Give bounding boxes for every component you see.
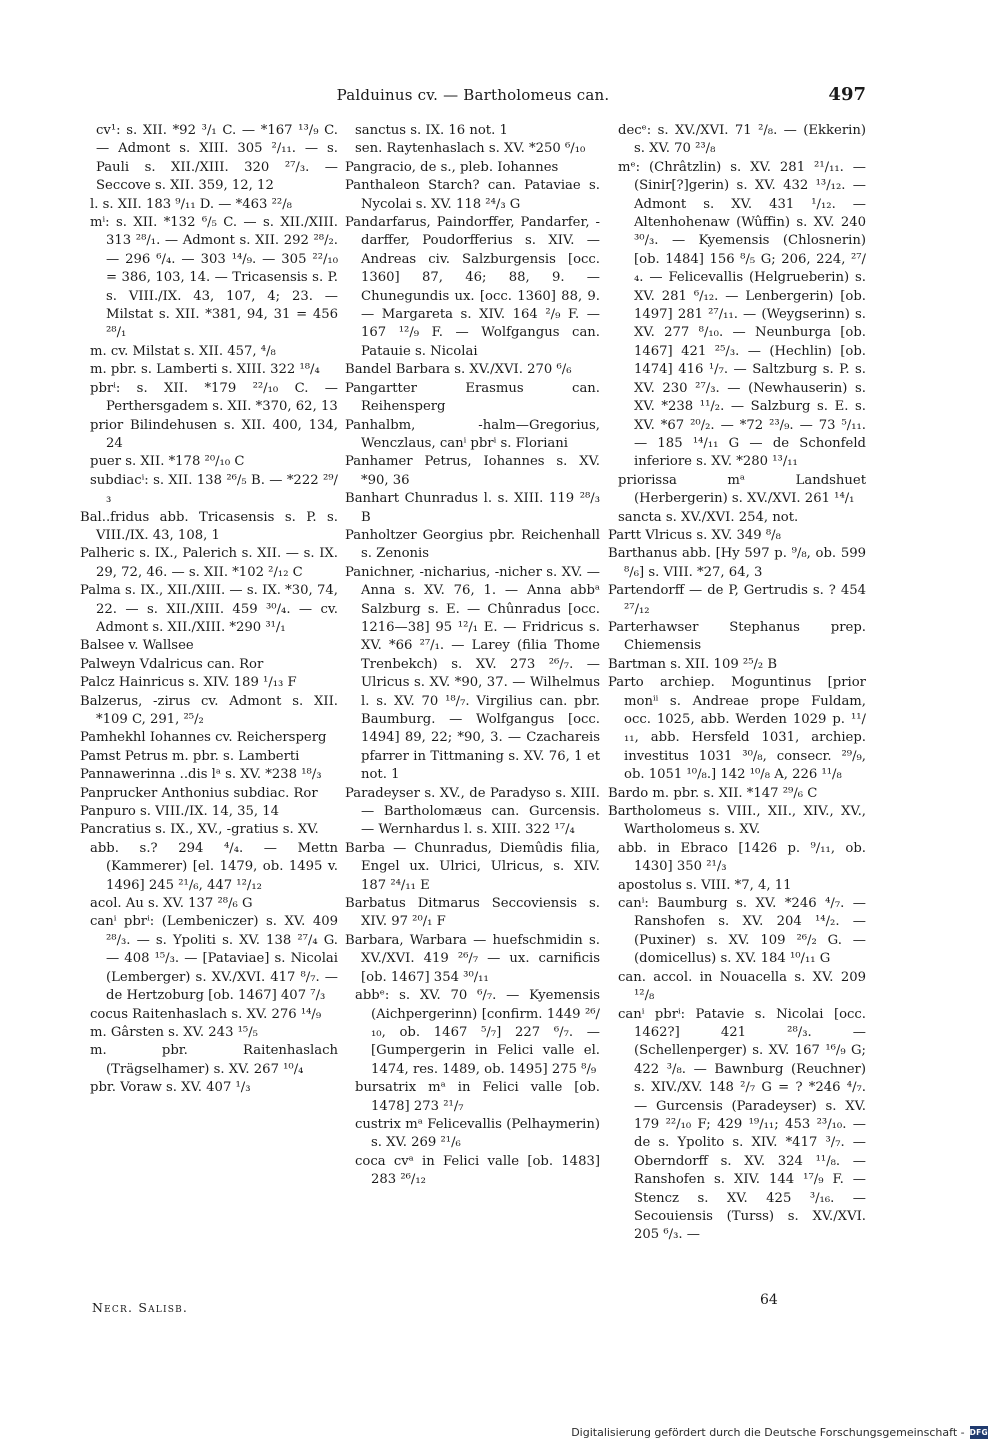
index-entry: Barthanus abb. [Hy 597 p. ⁹/₈, ob. 599 ⁸/₆] s. VIII. *27, 64, 3 (608, 546, 866, 580)
index-entry: abb. s.? 294 ⁴/₄. — Mettn (Kammerer) [el. 1479, ob. 1495 v. 1496] 245 ²¹/₆, 447 ¹²/₁₂ (90, 840, 338, 893)
index-entry: mᵉ: (Chrâtzlin) s. XV. 281 ²¹/₁₁. — (Sinir[?]gerin) s. XV. 432 ¹³/₁₂. — Admont s. XV. 431 ¹/₁₂. — Altenhohenaw (Wûffin) s. XV. 240 ³⁰/₃. — Kyemensis (Chlosnerin) [ob. 1484] 156 ⁸/₅ G; 206, 224, ²⁷/₄. — Felicevallis (Helgrueberin) s. XV. 281 ⁶/₁₂. — Lenbergerin) [ob. 1497] 281 ²⁷/₁₁. — (Weygserinn) s. XV. 277 ⁸/₁₀. — Neunburga [ob. 1467] 421 ²⁵/₃. — (Hechlin) [ob. 1474] 416 ¹/₇. — Saltzburg s. P. s. XV. 230 ²⁷/₃. — (Newhauserin) s. XV. *238 ¹¹/₂. — Salzburg s. E. s. XV. *67 ²⁰/₂. — *72 ²³/₉. — 73 ⁵/₁₁. — 185 ¹⁴/₁₁ G — de Schonfeld inferiore s. XV. *280 ¹³/₁₁ (618, 159, 866, 470)
index-entry: Palweyn Vdalricus can. Ror (80, 656, 264, 672)
text-column-1 (80, 122, 338, 1098)
index-entry: Banhart Chunradus l. s. XIII. 119 ²⁸/₃ B (345, 491, 600, 525)
index-entry: Bal..fridus abb. Tricasensis s. P. s. VIII./IX. 43, 108, 1 (80, 509, 338, 543)
index-entry: prior Bilindehusen s. XII. 400, 134, 24 (90, 417, 338, 451)
index-entry: Pamst Petrus m. pbr. s. Lamberti (80, 748, 300, 764)
index-entry: Balzerus, -zirus cv. Admont s. XII. *109 C, 291, ²⁵/₂ (80, 693, 338, 727)
index-entry: mⁱ: s. XII. *132 ⁶/₅ C. — s. XII./XIII. 313 ²⁸/₁. — Admont s. XII. 292 ²⁸/₂. — 296 ⁶/₄. — 303 ¹⁴/₉. — 305 ²²/₁₀ = 386, 103, 14. — Tricasensis s. P. s. VIII./IX. 43, 107, 4; 23. — Milstat s. XII. *381, 94, 31 = 456 ²⁸/₁ (90, 215, 338, 341)
index-entry: subdiacⁱ: s. XII. 138 ²⁶/₅ B. — *222 ²⁹/₃ (90, 472, 338, 507)
index-entry: Barbatus Ditmarus Seccoviensis s. XIV. 97 ²⁰/₁ F (345, 896, 600, 930)
index-entry: Panprucker Anthonius subdiac. Ror (80, 785, 318, 801)
text-column-2 (345, 122, 600, 1190)
index-entry: Pandarfarus, Paindorffer, Pandarfer, -darffer, Poudorfferius s. XIV. — Andreas civ. Salzburgensis [occ. 1360] 87, 46; 88, 9. — Chunegundis ux. [occ. 1360] 88, 9. — Margareta s. XIV. 164 ²/₉ F. — 167 ¹²/₉ F. — Wolfgangus can. Patauie s. Nicolai (345, 215, 600, 359)
signature-mark: Necr. Salisb. (92, 1300, 189, 1315)
index-entry: Barbara, Warbara — huefschmidin s. XV./XVI. 419 ²⁶/₇ — ux. carnificis [ob. 1467] 354 ³⁰/₁₁ (345, 932, 600, 985)
index-entry: Panhalbm, -halm—Gregorius, Wenczlaus, canⁱ pbrⁱ s. Floriani (345, 417, 600, 451)
index-entry: Balsee v. Wallsee (80, 638, 194, 654)
index-entry: puer s. XII. *178 ²⁰/₁₀ C (90, 454, 245, 470)
index-entry: Panpuro s. VIII./IX. 14, 35, 14 (80, 804, 280, 820)
index-entry: Bardo m. pbr. s. XII. *147 ²⁹/₆ C (608, 785, 818, 801)
index-entry: custrix mᵃ Felicevallis (Pelhaymerin) s. XV. 269 ²¹/₆ (355, 1116, 600, 1151)
index-entry: sancta s. XV./XVI. 254, not. (618, 509, 799, 525)
index-entry: canⁱ pbrⁱ: Patavie s. Nicolai [occ. 1462?] 421 ²⁸/₃. — (Schellenperger) s. XV. 167 ¹⁶/₉ G; 422 ³/₈. — Bawnburg (Reuchner) s. XIV./XV. 148 ²/₇ G = ? *246 ⁴/₇. — Gurcensis (Paradeyser) s. XV. 179 ²²/₁₀ F; 429 ¹⁹/₁₁; 453 ²³/₁₀. — de s. Ypolito s. XIV. *417 ³/₇. — Oberndorff s. XV. 324 ¹¹/₈. — Ranshofen s. XIV. 144 ¹⁷/₉ F. — Stencz s. XV. 425 ³/₁₆. — Secouiensis (Turss) s. XV./XVI. 205 ⁶/₃. — (618, 1006, 866, 1243)
index-entry: apostolus s. VIII. *7, 4, 11 (618, 877, 792, 893)
page-header (80, 86, 866, 110)
index-entry: Barba — Chunradus, Diemûdis filia, Engel ux. Ulrici, Ulricus, s. XIV. 187 ²⁴/₁₁ E (345, 840, 600, 893)
index-entry: Palcz Hainricus s. XIV. 189 ¹/₁₃ F (80, 675, 297, 691)
index-entry: Partt Vlricus s. XV. 349 ⁸/₈ (608, 527, 781, 543)
index-entry: Bandel Barbara s. XV./XVI. 270 ⁶/₆ (345, 362, 572, 378)
index-entry: Panthaleon Starch? can. Pataviae s. Nycolai s. XV. 118 ²⁴/₃ G (345, 178, 600, 212)
index-entry: abb. in Ebraco [1426 p. ⁹/₁₁, ob. 1430] 350 ²¹/₃ (618, 840, 866, 875)
index-entry: Panichner, -nicharius, -nicher s. XV. — Anna s. XV. 76, 1. — Anna abbᵃ Salzburg s. E. — Chûnradus [occ. 1216—38] 95 ¹²/₁ E. — Fridricus s. XV. *66 ²⁷/₁. — Larey (filia Thome Trenbekch) s. XV. 273 ²⁶/₇. — Ulricus s. XV. *90, 37. — Wilhelmus l. s. XV. 70 ¹⁸/₇. Virgilius can. pbr. Baumburg. — Wolfgangus [occ. 1494] 89, 22; *90, 3. — Czachareis pfarrer in Tittmaning s. XV. 76, 1 et not. 1 (345, 564, 600, 783)
index-entry: sen. Raytenhaslach s. XV. *250 ⁶/₁₀ (355, 141, 586, 157)
index-entry: Bartman s. XII. 109 ²⁵/₂ B (608, 656, 778, 672)
funding-notice (571, 1424, 988, 1440)
index-entry: Pangracio, de s., pleb. Iohannes (345, 159, 559, 175)
index-entry: m. cv. Milstat s. XII. 457, ⁴/₈ (90, 343, 276, 359)
index-entry: Parterhawser Stephanus prep. Chiemensis (608, 619, 866, 654)
index-entry: m. pbr. s. Lamberti s. XIII. 322 ¹⁸/₄ (90, 362, 320, 378)
index-entry: cocus Raitenhaslach s. XV. 276 ¹⁴/₉ (90, 1006, 322, 1022)
running-head: Palduinus cv. — Bartholomeus can. (336, 86, 610, 104)
text-column-3 (608, 122, 866, 1245)
index-entry: Pangartter Erasmus can. Reihensperg (345, 380, 600, 415)
index-entry: pbrⁱ: s. XII. *179 ²²/₁₀ C. — Perthersgadem s. XII. *370, 62, 13 (90, 380, 338, 415)
index-entry: canⁱ: Baumburg s. XV. *246 ⁴/₇. — Ranshofen s. XV. 204 ¹⁴/₂. — (Puxiner) s. XV. 109 ²⁶/₂ G. — (domicellus) s. XV. 184 ¹⁰/₁₁ G (618, 896, 866, 967)
index-entry: abbᵉ: s. XV. 70 ⁶/₇. — Kyemensis (Aichpergerinn) [confirm. 1449 ²⁶/₁₀, ob. 1467 ⁵/₇] 227 ⁶/₇. — [Gumpergerin in Felici valle el. 1474, res. 1489, ob. 1495] 275 ⁸/₉ (355, 988, 600, 1077)
index-entry: bursatrix mᵃ in Felici valle [ob. 1478] 273 ²¹/₇ (355, 1080, 600, 1114)
index-entry: Palheric s. IX., Palerich s. XII. — s. IX. 29, 72, 46. — s. XII. *102 ²/₁₂ C (80, 546, 338, 580)
index-entry: Pannawerinna ..dis lᵃ s. XV. *238 ¹⁸/₃ (80, 767, 322, 783)
index-entry: Panholtzer Georgius pbr. Reichenhall s. Zenonis (345, 527, 600, 562)
index-entry: Palma s. IX., XII./XIII. — s. IX. *30, 74, 22. — s. XII./XIII. 459 ³⁰/₄. — cv. Admont s. XII./XIII. *290 ³¹/₁ (80, 583, 338, 635)
index-entry: Parto archiep. Moguntinus [prior monⁱⁱ s. Andreae prope Fuldam, occ. 1025, abb. Werden 1029 p. ¹¹/₁₁, abb. Hersfeld 1031, archiep. investitus 1031 ³⁰/₈, consecr. ²⁹/₉, ob. 1051 ¹⁰/₈.] 142 ¹⁰/₈ A, 226 ¹¹/₈ (608, 675, 866, 783)
page-number: 497 (828, 84, 866, 105)
index-entry: l. s. XII. 183 ⁹/₁₁ D. — *463 ²²/₈ (90, 196, 292, 212)
index-entry: m. pbr. Raitenhaslach (Trägselhamer) s. XV. 267 ¹⁰/₄ (90, 1043, 338, 1077)
sheet-number: 64 (760, 1292, 778, 1308)
funding-notice-text: Digitalisierung gefördert durch die Deutsche Forschungsgemeinschaft - (571, 1425, 965, 1439)
index-entry: Partendorff — de P, Gertrudis s. ? 454 ²⁷/₁₂ (608, 583, 866, 617)
dfg-logo-icon: DFG (969, 1427, 988, 1437)
index-entry: canⁱ pbrⁱ: (Lembeniczer) s. XV. 409 ²⁸/₃. — s. Ypoliti s. XV. 138 ²⁷/₄ G. — 408 ¹⁵/₃. — [Pataviae] s. Nicolai (Lemberger) s. XV./XVI. 417 ⁸/₇. — de Hertzoburg [ob. 1467] 407 ⁷/₃ (90, 914, 338, 1004)
index-entry: Paradeyser s. XV., de Paradyso s. XIII. — Bartholomæus can. Gurcensis. — Wernhardus l. s. XIII. 322 ¹⁷/₄ (345, 785, 600, 838)
index-entry: sanctus s. IX. 16 not. 1 (355, 123, 508, 138)
index-entry: decᵉ: s. XV./XVI. 71 ²/₈. — (Ekkerin) s. XV. 70 ²³/₈ (618, 123, 866, 157)
index-entry: coca cvᵃ in Felici valle [ob. 1483] 283 ²⁶/₁₂ (355, 1153, 600, 1188)
index-entry: Panhamer Petrus, Iohannes s. XV. *90, 36 (345, 454, 600, 488)
index-entry: priorissa mᵃ Landshuet (Herbergerin) s. XV./XVI. 261 ¹⁴/₁ (618, 472, 866, 507)
index-entry: Pamhekhl Iohannes cv. Reichersperg (80, 730, 327, 746)
index-entry: cv¹: s. XII. *92 ³/₁ C. — *167 ¹³/₉ C. — Admont s. XIII. 305 ²/₁₁. — s. Pauli s. XII./XIII. 320 ²⁷/₃. — Seccove s. XII. 359, 12, 12 (96, 123, 338, 194)
index-entry: pbr. Voraw s. XV. 407 ¹/₃ (90, 1080, 251, 1096)
index-entry: acol. Au s. XV. 137 ²⁸/₆ G (90, 896, 253, 912)
index-entry: Bartholomeus s. VIII., XII., XIV., XV., Wartholomeus s. XV. (608, 804, 866, 838)
index-entry: Pancratius s. IX., XV., -gratius s. XV. (80, 822, 319, 838)
index-entry: m. Gârsten s. XV. 243 ¹⁵/₅ (90, 1024, 258, 1040)
index-entry: can. accol. in Nouacella s. XV. 209 ¹²/₈ (618, 969, 866, 1004)
